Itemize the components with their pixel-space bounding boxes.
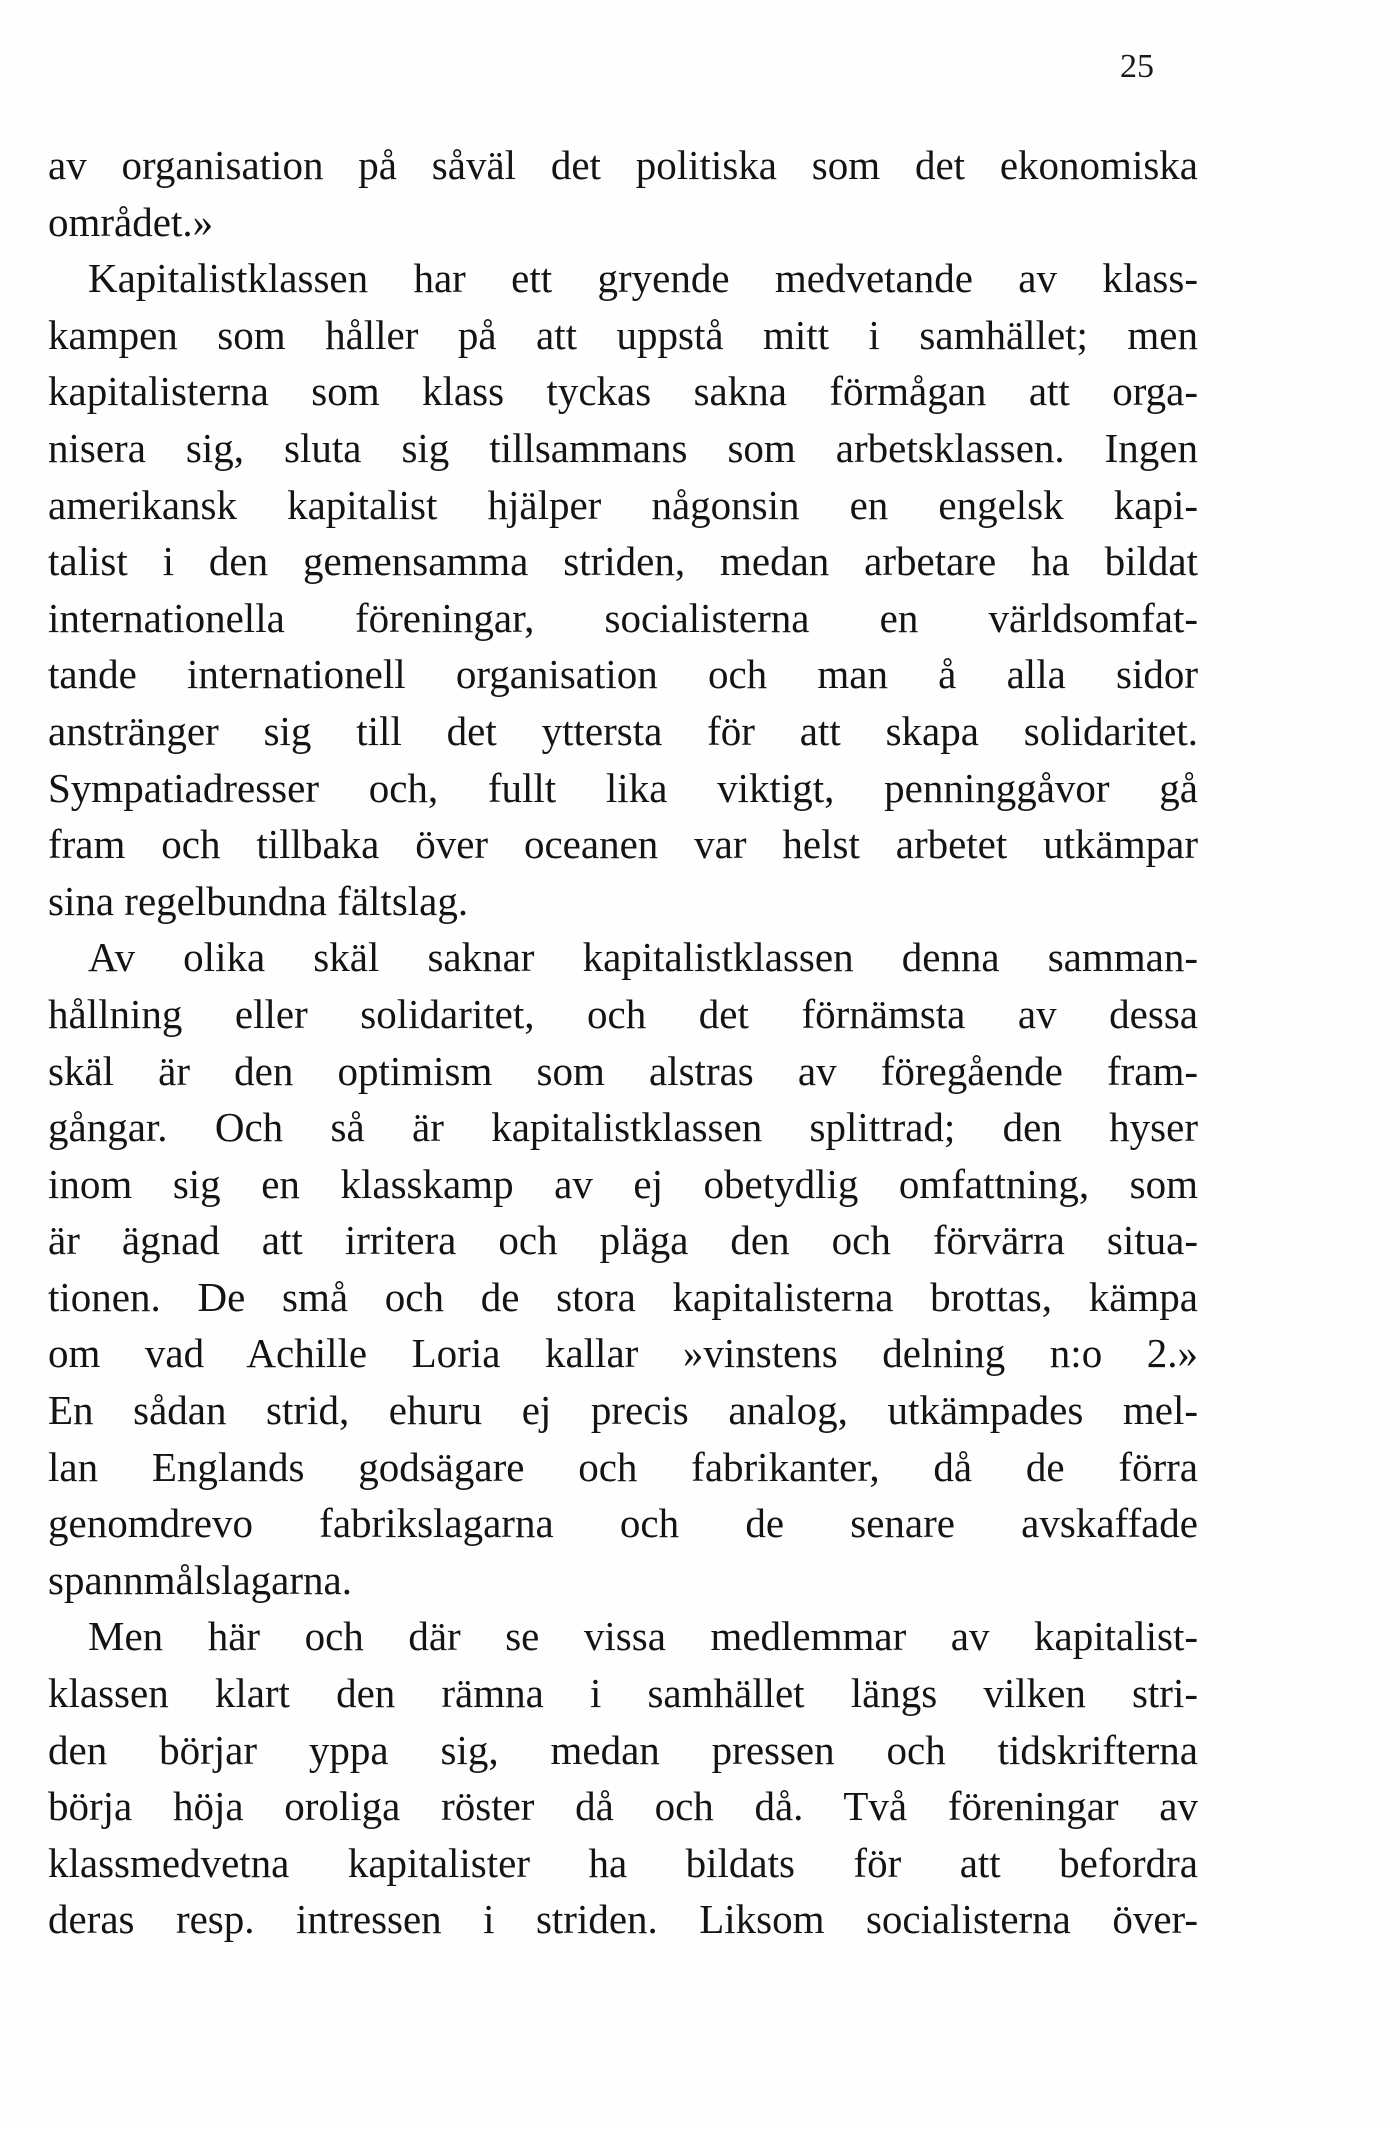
text-line: nisera sig, sluta sig tillsammans som arbetsklassen. Ingen [48,424,1198,471]
text-line: om vad Achille Loria kallar »vinstens delning n:o 2.» [48,1330,1198,1377]
text-line: talist i den gemensamma striden, medan arbetare ha bildat [48,538,1198,585]
text-line: Sympatiadresser och, fullt lika viktigt, penninggåvor gå [48,764,1198,811]
text-line: kapitalisterna som klass tyckas sakna förmågan att orga- [48,368,1198,415]
text-line: amerikansk kapitalist hjälper någonsin en engelsk kapi- [48,481,1198,528]
text-line: den börjar yppa sig, medan pressen och tidskrifterna [48,1726,1198,1773]
text-line: internationella föreningar, socialisterna en världsomfat- [48,594,1198,641]
text-line: kampen som håller på att uppstå mitt i samhället; men [48,311,1198,358]
page-number: 25 [1120,48,1154,85]
text-line: En sådan strid, ehuru ej precis analog, utkämpades mel- [48,1387,1198,1434]
text-line: området.» [48,198,214,245]
text-line: inom sig en klasskamp av ej obetydlig omfattning, som [48,1160,1198,1207]
text-line: klassen klart den rämna i samhället längs vilken stri- [48,1670,1198,1717]
text-line: deras resp. intressen i striden. Liksom socialisterna över- [48,1896,1198,1943]
text-line: genomdrevo fabrikslagarna och de senare avskaffade [48,1500,1198,1547]
text-line: spannmålslagarna. [48,1556,352,1603]
text-line: fram och tillbaka över oceanen var helst arbetet utkämpar [48,821,1198,868]
text-line: klassmedvetna kapitalister ha bildats för att befordra [48,1839,1198,1886]
text-line: Kapitalistklassen har ett gryende medvetande av klass- [88,255,1198,302]
text-line: hållning eller solidaritet, och det förnämsta av dessa [48,990,1198,1037]
text-line: skäl är den optimism som alstras av föregående fram- [48,1047,1198,1094]
text-line: börja höja oroliga röster då och då. Två föreningar av [48,1783,1198,1830]
text-line: tionen. De små och de stora kapitalisterna brottas, kämpa [48,1273,1198,1320]
text-line: Av olika skäl saknar kapitalistklassen denna samman- [88,934,1198,981]
body-text [48,137,1198,1948]
text-line: Men här och där se vissa medlemmar av kapitalist- [88,1613,1198,1660]
text-line: sina regelbundna fältslag. [48,877,469,924]
text-line: lan Englands godsägare och fabrikanter, då de förra [48,1443,1198,1490]
text-line: gångar. Och så är kapitalistklassen splittrad; den hyser [48,1104,1198,1151]
text-line: tande internationell organisation och man å alla sidor [48,651,1198,698]
text-line: anstränger sig till det yttersta för att skapa solidaritet. [48,707,1198,754]
text-line: av organisation på såväl det politiska som det ekonomiska [48,142,1198,188]
text-line: är ägnad att irritera och pläga den och förvärra situa- [48,1217,1198,1264]
